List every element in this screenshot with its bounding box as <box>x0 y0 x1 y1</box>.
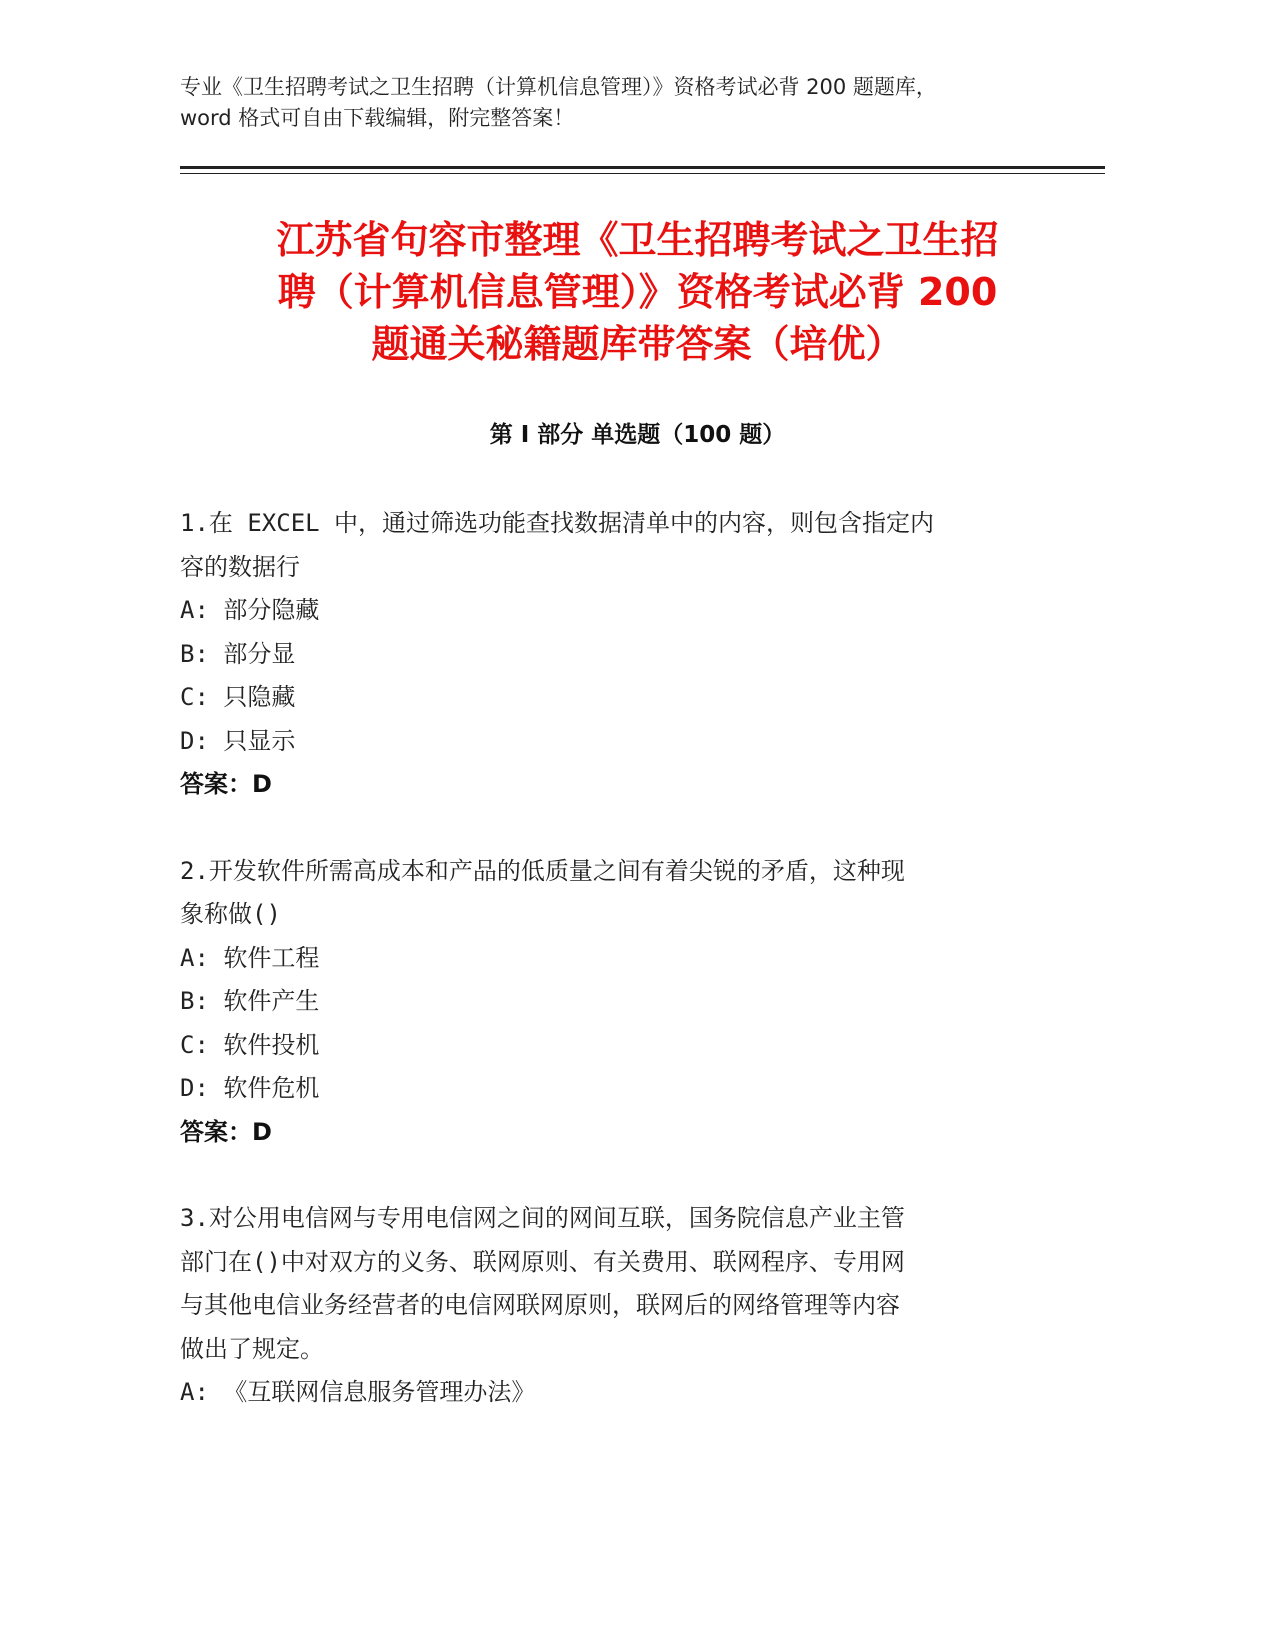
question-stem-line: 2.开发软件所需高成本和产品的低质量之间有着尖锐的矛盾，这种现 <box>180 856 905 885</box>
option-a: A: 软件工程 <box>180 943 320 972</box>
question-list <box>180 502 1095 1458</box>
question-1 <box>180 502 1095 807</box>
question-stem-line: 做出了规定。 <box>180 1334 324 1363</box>
section-title: 第 I 部分 单选题（100 题） <box>489 422 786 448</box>
document-title <box>180 214 1095 370</box>
question-3 <box>180 1197 1095 1415</box>
question-stem-line: 3.对公用电信网与专用电信网之间的网间互联，国务院信息产业主管 <box>180 1204 905 1232</box>
option-b: B: 软件产生 <box>180 987 320 1015</box>
document-title-line-1: 江苏省句容市整理《卫生招聘考试之卫生招 <box>276 218 999 262</box>
option-d: D: 只显示 <box>180 726 296 755</box>
header-divider-thin <box>180 173 1105 174</box>
document-title-line-3: 题通关秘籍题库带答案（培优） <box>371 322 904 366</box>
option-c: C: 软件投机 <box>180 1030 320 1059</box>
header-note-line-1: 专业《卫生招聘考试之卫生招聘（计算机信息管理）》资格考试必背 200 题题库， <box>180 75 937 99</box>
option-a: A: 《互联网信息服务管理办法》 <box>180 1378 536 1406</box>
option-b: B: 部分显 <box>180 639 296 668</box>
header-note-line-2: word 格式可自由下载编辑，附完整答案！ <box>180 106 575 130</box>
header-note <box>180 72 1110 134</box>
question-2 <box>180 850 1095 1155</box>
question-stem-line: 部门在()中对双方的义务、联网原则、有关费用、联网程序、专用网 <box>180 1247 905 1276</box>
header-divider-thick <box>180 166 1105 169</box>
answer: 答案：D <box>180 770 272 798</box>
document-title-line-2: 聘（计算机信息管理）》资格考试必背 200 <box>277 270 998 314</box>
question-stem-line: 与其他电信业务经营者的电信网联网原则，联网后的网络管理等内容 <box>180 1291 900 1319</box>
option-c: C: 只隐藏 <box>180 683 296 711</box>
question-stem-line: 1.在 EXCEL 中，通过筛选功能查找数据清单中的内容，则包含指定内 <box>180 509 935 537</box>
option-a: A: 部分隐藏 <box>180 596 320 624</box>
question-stem-line: 容的数据行 <box>180 552 300 581</box>
question-stem-line: 象称做() <box>180 900 281 928</box>
answer: 答案：D <box>180 1117 272 1146</box>
option-d: D: 软件危机 <box>180 1074 320 1102</box>
